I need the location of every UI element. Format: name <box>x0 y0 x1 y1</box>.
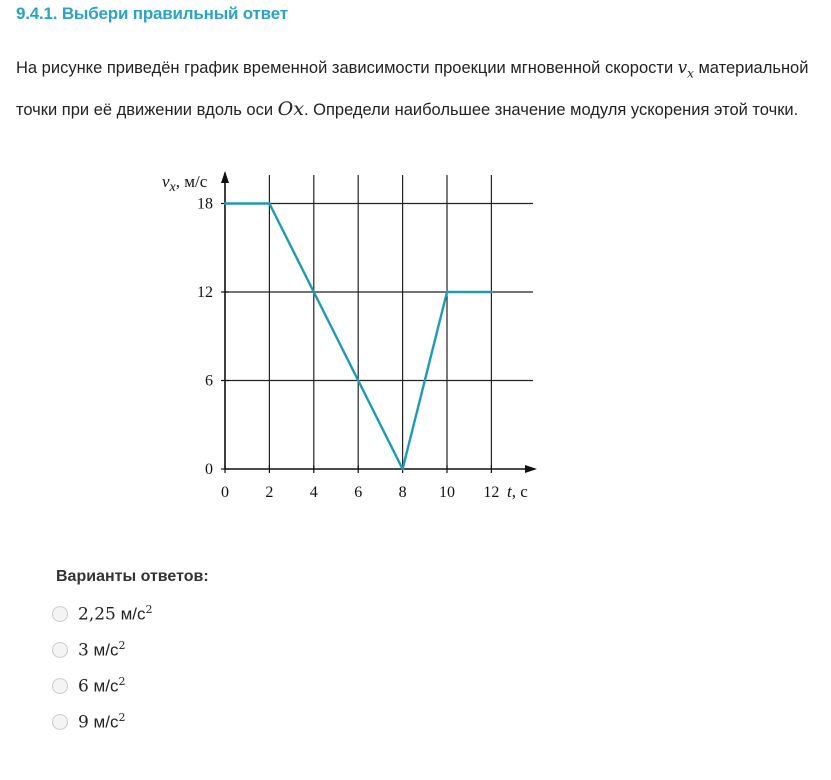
y-tick-label: 6 <box>205 372 213 390</box>
y-axis-label: $v_x$, м/с <box>162 172 208 195</box>
x-tick-label: 0 <box>221 484 229 501</box>
y-tick-label: 18 <box>197 195 213 213</box>
answer-option-4[interactable] <box>52 711 125 733</box>
answer-label: 6 $м/с^2$ <box>78 675 126 697</box>
answers-title: Варианты ответов: <box>56 568 209 585</box>
velocity-var: $v_x$ <box>677 58 694 81</box>
radio-button[interactable] <box>52 606 68 622</box>
radio-button[interactable] <box>52 714 68 730</box>
velocity-time-chart <box>150 165 550 515</box>
answer-option-3[interactable] <box>52 675 125 697</box>
data-point <box>490 291 492 293</box>
answer-label: 2,25 $м/с^2$ <box>78 603 153 625</box>
answer-label: 3 $м/с^2$ <box>78 639 126 661</box>
radio-button[interactable] <box>52 678 68 694</box>
axis-name: Ox <box>277 98 304 121</box>
y-axis-arrow <box>221 171 229 183</box>
question-text <box>16 50 821 128</box>
data-point <box>401 468 403 470</box>
question-part2: материальной точки при её движении вдоль оси <box>16 59 809 120</box>
x-tick-label: 10 <box>439 484 455 501</box>
data-point <box>224 202 226 204</box>
question-part1: На рисунке приведён график временной зависимости проекции мгновенной скорости <box>16 59 678 77</box>
answer-label: 9 $м/с^2$ <box>78 711 126 733</box>
answer-option-2[interactable] <box>52 639 125 661</box>
data-point <box>268 202 270 204</box>
x-tick-label: 6 <box>354 484 363 501</box>
y-tick-label: 0 <box>205 461 213 478</box>
y-tick-label: 12 <box>197 284 213 301</box>
x-axis-label: t, с <box>507 482 528 501</box>
question-part3: . Определи наибольшее значение модуля ускорения этой точки. <box>303 101 799 120</box>
task-title: 9.4.1. Выбери правильный ответ <box>16 4 288 23</box>
answer-option-1[interactable] <box>52 603 153 625</box>
x-tick-label: 8 <box>398 484 407 501</box>
data-point <box>446 291 448 293</box>
radio-button[interactable] <box>52 642 68 658</box>
x-tick-label: 2 <box>265 484 274 501</box>
chart-svg <box>150 165 550 510</box>
x-tick-label: 4 <box>309 484 318 501</box>
x-tick-label: 12 <box>483 484 500 501</box>
x-axis-arrow <box>525 465 537 473</box>
